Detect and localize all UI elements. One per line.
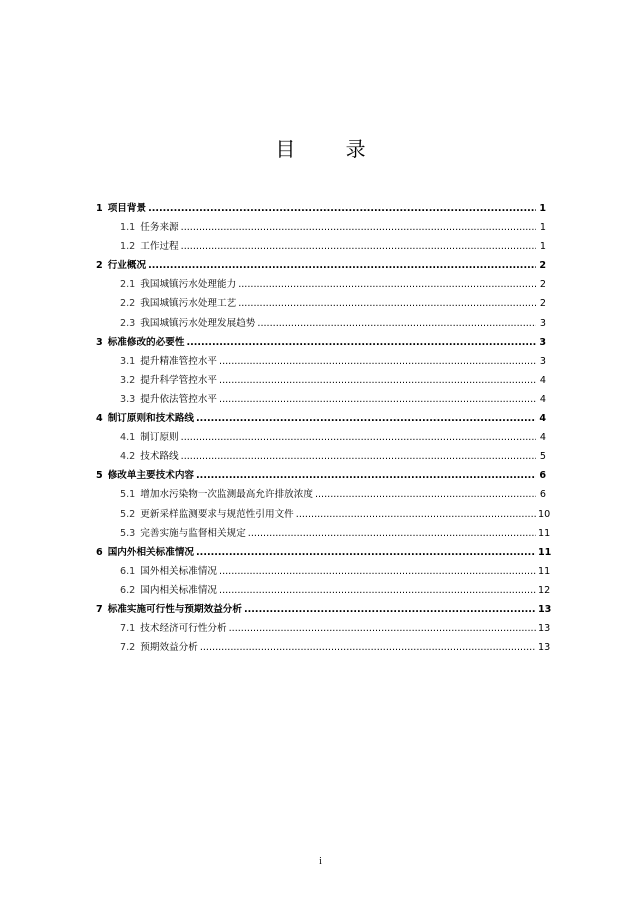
toc-chapter-entry[interactable] — [96, 257, 546, 276]
toc-entry-page: 4 — [539, 393, 546, 405]
toc-dot-leader — [219, 394, 536, 405]
toc-entry-label: 标准修改的必要性 — [107, 336, 185, 348]
toc-entry-page: 6 — [539, 470, 546, 482]
table-of-contents — [96, 200, 552, 658]
toc-entry-number: 4 — [96, 413, 103, 425]
toc-entry-number: 3 — [96, 336, 103, 348]
toc-entry-page: 2 — [539, 279, 546, 291]
toc-entry-page: 3 — [539, 317, 546, 329]
toc-entry-label: 我国城镇污水处理发展趋势 — [140, 317, 256, 329]
toc-section-entry[interactable] — [96, 525, 551, 544]
toc-entry-number: 3.2 — [120, 374, 136, 386]
toc-entry-page: 2 — [539, 260, 546, 272]
toc-section-entry[interactable] — [96, 448, 546, 467]
toc-section-entry[interactable] — [96, 582, 551, 601]
toc-chapter-entry[interactable] — [96, 601, 552, 620]
toc-dot-leader — [148, 203, 536, 214]
toc-entry-label: 我国城镇污水处理能力 — [140, 279, 237, 291]
toc-section-entry[interactable] — [96, 620, 551, 639]
toc-dot-leader — [196, 470, 536, 481]
toc-entry-number: 5.3 — [120, 527, 136, 539]
toc-entry-label: 国内相关标准情况 — [140, 584, 218, 596]
toc-dot-leader — [181, 222, 536, 233]
toc-entry-page: 1 — [539, 222, 546, 234]
toc-section-entry[interactable] — [96, 506, 551, 525]
toc-entry-label: 提升精准管控水平 — [140, 355, 218, 367]
toc-entry-number: 2.3 — [120, 317, 136, 329]
toc-dot-leader — [200, 642, 536, 653]
toc-entry-number: 1.1 — [120, 222, 136, 234]
toc-entry-label: 国外相关标准情况 — [140, 565, 218, 577]
toc-entry-page: 11 — [538, 527, 551, 539]
toc-section-entry[interactable] — [96, 219, 546, 238]
toc-dot-leader — [315, 489, 536, 500]
toc-section-entry[interactable] — [96, 563, 551, 582]
toc-entry-label: 技术路线 — [140, 451, 179, 463]
toc-entry-number: 7.2 — [120, 642, 136, 654]
toc-entry-label: 提升科学管控水平 — [140, 374, 218, 386]
toc-entry-label: 制订原则 — [140, 432, 179, 444]
page-title: 目 录 — [275, 137, 388, 161]
toc-dot-leader — [238, 279, 536, 290]
toc-entry-number: 7 — [96, 603, 103, 615]
toc-entry-label: 完善实施与监督相关规定 — [140, 527, 246, 539]
toc-entry-label: 任务来源 — [140, 222, 179, 234]
toc-entry-page: 3 — [539, 355, 546, 367]
toc-dot-leader — [219, 585, 536, 596]
toc-dot-leader — [244, 604, 536, 615]
toc-chapter-entry[interactable] — [96, 410, 546, 429]
toc-section-entry[interactable] — [96, 486, 546, 505]
toc-section-entry[interactable] — [96, 315, 546, 334]
toc-entry-page: 4 — [539, 374, 546, 386]
toc-section-entry[interactable] — [96, 276, 546, 295]
toc-entry-label: 标准实施可行性与预期效益分析 — [107, 603, 242, 615]
toc-chapter-entry[interactable] — [96, 467, 546, 486]
toc-dot-leader — [219, 375, 536, 386]
toc-section-entry[interactable] — [96, 295, 546, 314]
toc-entry-number: 3.3 — [120, 393, 136, 405]
toc-entry-number: 2.2 — [120, 298, 136, 310]
toc-dot-leader — [296, 509, 536, 520]
toc-entry-page: 6 — [539, 489, 546, 501]
toc-entry-number: 6.1 — [120, 565, 136, 577]
toc-entry-label: 国内外相关标准情况 — [107, 546, 195, 558]
toc-entry-page: 1 — [539, 203, 546, 214]
toc-entry-page: 11 — [538, 546, 552, 558]
toc-entry-number: 2 — [96, 260, 103, 272]
toc-dot-leader — [148, 260, 536, 271]
toc-dot-leader — [181, 241, 536, 252]
toc-entry-label: 技术经济可行性分析 — [140, 623, 227, 635]
toc-entry-number: 3.1 — [120, 355, 136, 367]
page-number: i — [319, 856, 322, 867]
toc-entry-page: 10 — [538, 508, 551, 520]
toc-entry-number: 4.2 — [120, 451, 136, 463]
toc-entry-number: 4.1 — [120, 432, 136, 444]
toc-entry-label: 修改单主要技术内容 — [107, 470, 195, 482]
toc-entry-number: 2.1 — [120, 279, 136, 291]
toc-section-entry[interactable] — [96, 372, 546, 391]
toc-entry-label: 项目背景 — [107, 203, 147, 214]
toc-section-entry[interactable] — [96, 353, 546, 372]
toc-dot-leader — [238, 298, 536, 309]
toc-entry-page: 12 — [538, 584, 551, 596]
toc-entry-page: 4 — [539, 432, 546, 444]
toc-entry-label: 工作过程 — [140, 241, 179, 253]
toc-entry-label: 提升依法管控水平 — [140, 393, 218, 405]
toc-entry-label: 我国城镇污水处理工艺 — [140, 298, 237, 310]
toc-entry-number: 7.1 — [120, 623, 136, 635]
toc-dot-leader — [186, 337, 536, 348]
toc-dot-leader — [181, 432, 536, 443]
toc-entry-label: 增加水污染物一次监测最高允许排放浓度 — [140, 489, 313, 501]
toc-entry-number: 5.1 — [120, 489, 136, 501]
toc-chapter-entry[interactable] — [96, 544, 552, 563]
toc-section-entry[interactable] — [96, 429, 546, 448]
toc-dot-leader — [181, 451, 536, 462]
toc-entry-number: 6.2 — [120, 584, 136, 596]
toc-entry-page: 3 — [539, 336, 546, 348]
toc-entry-label: 制订原则和技术路线 — [107, 413, 195, 425]
toc-section-entry[interactable] — [96, 238, 546, 257]
toc-entry-number: 1.2 — [120, 241, 136, 253]
toc-entry-label: 预期效益分析 — [140, 642, 198, 654]
toc-entry-label: 更新采样监测要求与规范性引用文件 — [140, 508, 294, 520]
toc-section-entry[interactable] — [96, 639, 551, 658]
toc-dot-leader — [219, 356, 536, 367]
toc-dot-leader — [219, 566, 536, 577]
toc-chapter-entry[interactable] — [96, 200, 546, 219]
toc-dot-leader — [196, 547, 536, 558]
toc-entry-page: 1 — [539, 241, 546, 253]
toc-dot-leader — [196, 413, 536, 424]
toc-entry-page: 5 — [539, 451, 546, 463]
toc-entry-page: 13 — [538, 642, 551, 654]
toc-entry-number: 5 — [96, 470, 103, 482]
toc-entry-page: 13 — [538, 623, 551, 635]
toc-entry-number: 5.2 — [120, 508, 136, 520]
toc-entry-page: 13 — [538, 603, 552, 615]
toc-entry-page: 4 — [539, 413, 546, 425]
toc-dot-leader — [229, 623, 536, 634]
toc-entry-number: 1 — [96, 203, 103, 214]
toc-section-entry[interactable] — [96, 391, 546, 410]
toc-dot-leader — [257, 318, 536, 329]
toc-chapter-entry[interactable] — [96, 334, 546, 353]
toc-entry-number: 6 — [96, 546, 103, 558]
toc-entry-page: 2 — [539, 298, 546, 310]
toc-entry-page: 11 — [538, 565, 551, 577]
toc-dot-leader — [248, 528, 536, 539]
toc-entry-label: 行业概况 — [107, 260, 147, 272]
